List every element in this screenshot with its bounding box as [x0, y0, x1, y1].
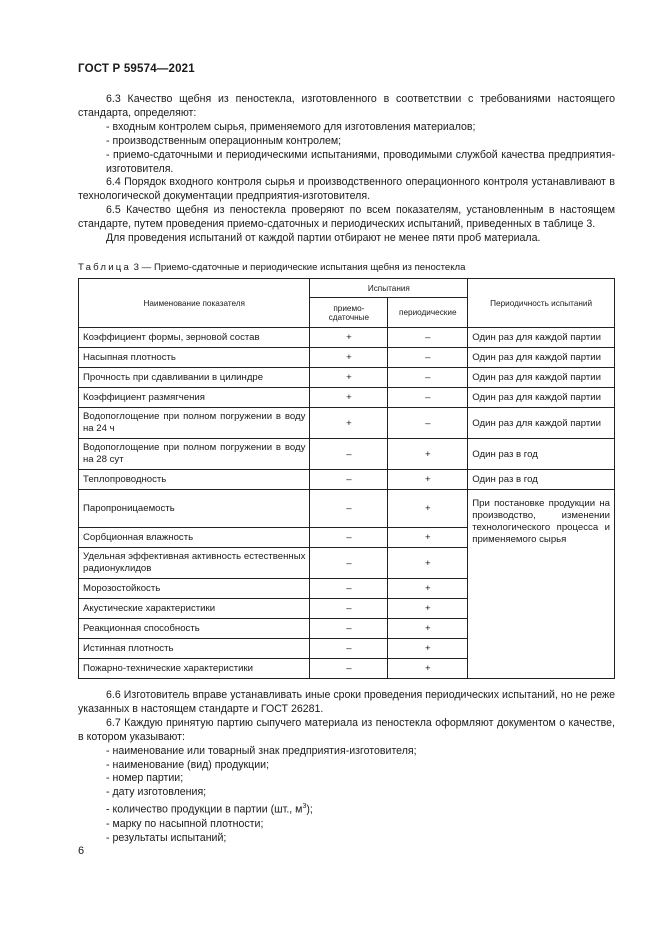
list-item-text: - количество продукции в партии (шт., м [106, 803, 303, 816]
paragraph-6-5: 6.5 Качество щебня из пеностекла проверяют по всем показателям, установленным в настоящем стандарте, путем проведения приемо-сдаточных и периодических испытаний, приведенных в таблице 3. [78, 204, 615, 231]
cell-indicator-name: Прочность при сдавливании в цилиндре [79, 368, 310, 388]
cell-acceptance: – [310, 470, 388, 490]
cell-indicator-name: Удельная эффективная активность естественных радионуклидов [79, 548, 310, 579]
cell-acceptance: – [310, 439, 388, 470]
cell-acceptance: + [310, 408, 388, 439]
cell-indicator-name: Акустические характеристики [79, 599, 310, 619]
cell-periodic: – [388, 388, 468, 408]
table-row [79, 368, 615, 388]
paragraph-6-3: 6.3 Качество щебня из пеностекла, изготовленного в соответствии с требованиями настоящего стандарта, определяют: [78, 93, 615, 119]
cell-acceptance: – [310, 579, 388, 599]
list-item-tail: ); [306, 803, 313, 816]
list-item: - наименование (вид) продукции; [106, 758, 270, 771]
cell-acceptance: – [310, 619, 388, 639]
table-caption-text: 3 — Приемо-сдаточные и периодические испытания щебня из пеностекла [131, 262, 466, 273]
header-tests: Испытания [310, 279, 468, 298]
cell-periodic: – [388, 408, 468, 439]
cell-frequency: Один раз для каждой партии [468, 348, 615, 368]
cell-indicator-name: Водопоглощение при полном погружении в воду на 28 сут [79, 439, 310, 470]
cell-acceptance: – [310, 548, 388, 579]
table-caption [78, 262, 465, 273]
list-item: - наименование или товарный знак предприятия-изготовителя; [106, 744, 417, 757]
cell-indicator-name: Сорбционная влажность [79, 528, 310, 548]
cell-frequency: Один раз в год [468, 439, 615, 470]
cell-periodic: – [388, 348, 468, 368]
table-row [79, 490, 615, 528]
cell-indicator-name: Паропроницаемость [79, 490, 310, 528]
table-caption-label: Таблица [78, 262, 132, 273]
cell-periodic: + [388, 639, 468, 659]
list-item: - марку по насыпной плотности; [106, 817, 264, 830]
cell-periodic: – [388, 328, 468, 348]
paragraph-6-6: 6.6 Изготовитель вправе устанавливать иные сроки проведения периодических испытаний, но не реже указанных в настоящем стандарте и ГОСТ 26281. [78, 689, 615, 715]
list-item-quantity [78, 800, 615, 817]
table-row [79, 470, 615, 490]
table-row [79, 408, 615, 439]
cell-periodic: + [388, 599, 468, 619]
cell-periodic: + [388, 619, 468, 639]
section-6-3-to-6-5 [78, 93, 615, 246]
table-row [79, 348, 615, 368]
cell-indicator-name: Водопоглощение при полном погружении в воду на 24 ч [79, 408, 310, 439]
cell-acceptance: – [310, 659, 388, 679]
list-item: - производственным операционным контролем; [106, 134, 342, 147]
list-item: - дату изготовления; [106, 786, 207, 799]
cell-periodic: + [388, 439, 468, 470]
cell-frequency: Один раз для каждой партии [468, 328, 615, 348]
cell-acceptance: – [310, 639, 388, 659]
cell-frequency-merged: При постановке продукции на производство, изменении технологического процесса и применяемого сырья [468, 490, 615, 679]
cell-periodic: + [388, 490, 468, 528]
cell-periodic: + [388, 528, 468, 548]
tests-table [78, 278, 615, 679]
header-name: Наименование показателя [79, 279, 310, 328]
cell-indicator-name: Коэффициент размягчения [79, 388, 310, 408]
cell-periodic: + [388, 659, 468, 679]
page-number: 6 [78, 845, 85, 857]
list-item: - результаты испытаний; [106, 831, 227, 844]
list-item: - номер партии; [106, 772, 184, 785]
cell-indicator-name: Коэффициент формы, зерновой состав [79, 328, 310, 348]
paragraph-6-5-samples: Для проведения испытаний от каждой партии отбирают не менее пяти проб материала. [106, 232, 541, 245]
cell-acceptance: + [310, 368, 388, 388]
cell-frequency: Один раз для каждой партии [468, 408, 615, 439]
cell-periodic: + [388, 548, 468, 579]
cell-periodic: + [388, 579, 468, 599]
cell-acceptance: – [310, 490, 388, 528]
header-frequency: Периодичность испытаний [468, 279, 615, 328]
cell-indicator-name: Истинная плотность [79, 639, 310, 659]
cell-indicator-name: Морозостойкость [79, 579, 310, 599]
cell-indicator-name: Насыпная плотность [79, 348, 310, 368]
cell-indicator-name: Пожарно-технические характеристики [79, 659, 310, 679]
cell-periodic: + [388, 470, 468, 490]
superscript: 3 [302, 803, 307, 811]
list-item: - входным контролем сырья, применяемого для изготовления материалов; [106, 120, 476, 133]
table-row [79, 439, 615, 470]
paragraph-6-4: 6.4 Порядок входного контроля сырья и производственного операционного контроля устанавливают в технологической документации предприятия-изготовителя. [78, 176, 615, 203]
paragraph-6-7: 6.7 Каждую принятую партию сыпучего материала из пеностекла оформляют документом о качестве, в котором указывают: [78, 716, 615, 743]
cell-indicator-name: Реакционная способность [79, 619, 310, 639]
cell-frequency: Один раз для каждой партии [468, 388, 615, 408]
cell-acceptance: + [310, 328, 388, 348]
cell-frequency: Один раз в год [468, 470, 615, 490]
list-item: - приемо-сдаточными и периодическими испытаниями, проводимыми службой качества предприятия-изготовителя. [106, 148, 615, 175]
table-row [79, 388, 615, 408]
section-6-6-to-6-7 [78, 689, 615, 846]
cell-acceptance: – [310, 528, 388, 548]
document-header: ГОСТ Р 59574—2021 [78, 63, 195, 75]
cell-indicator-name: Теплопроводность [79, 470, 310, 490]
table-row [79, 328, 615, 348]
cell-acceptance: + [310, 388, 388, 408]
header-acceptance: приемо-сдаточные [310, 298, 388, 328]
cell-acceptance: – [310, 599, 388, 619]
cell-periodic: – [388, 368, 468, 388]
cell-acceptance: + [310, 348, 388, 368]
cell-frequency: Один раз для каждой партии [468, 368, 615, 388]
header-periodic: периодические [388, 298, 468, 328]
